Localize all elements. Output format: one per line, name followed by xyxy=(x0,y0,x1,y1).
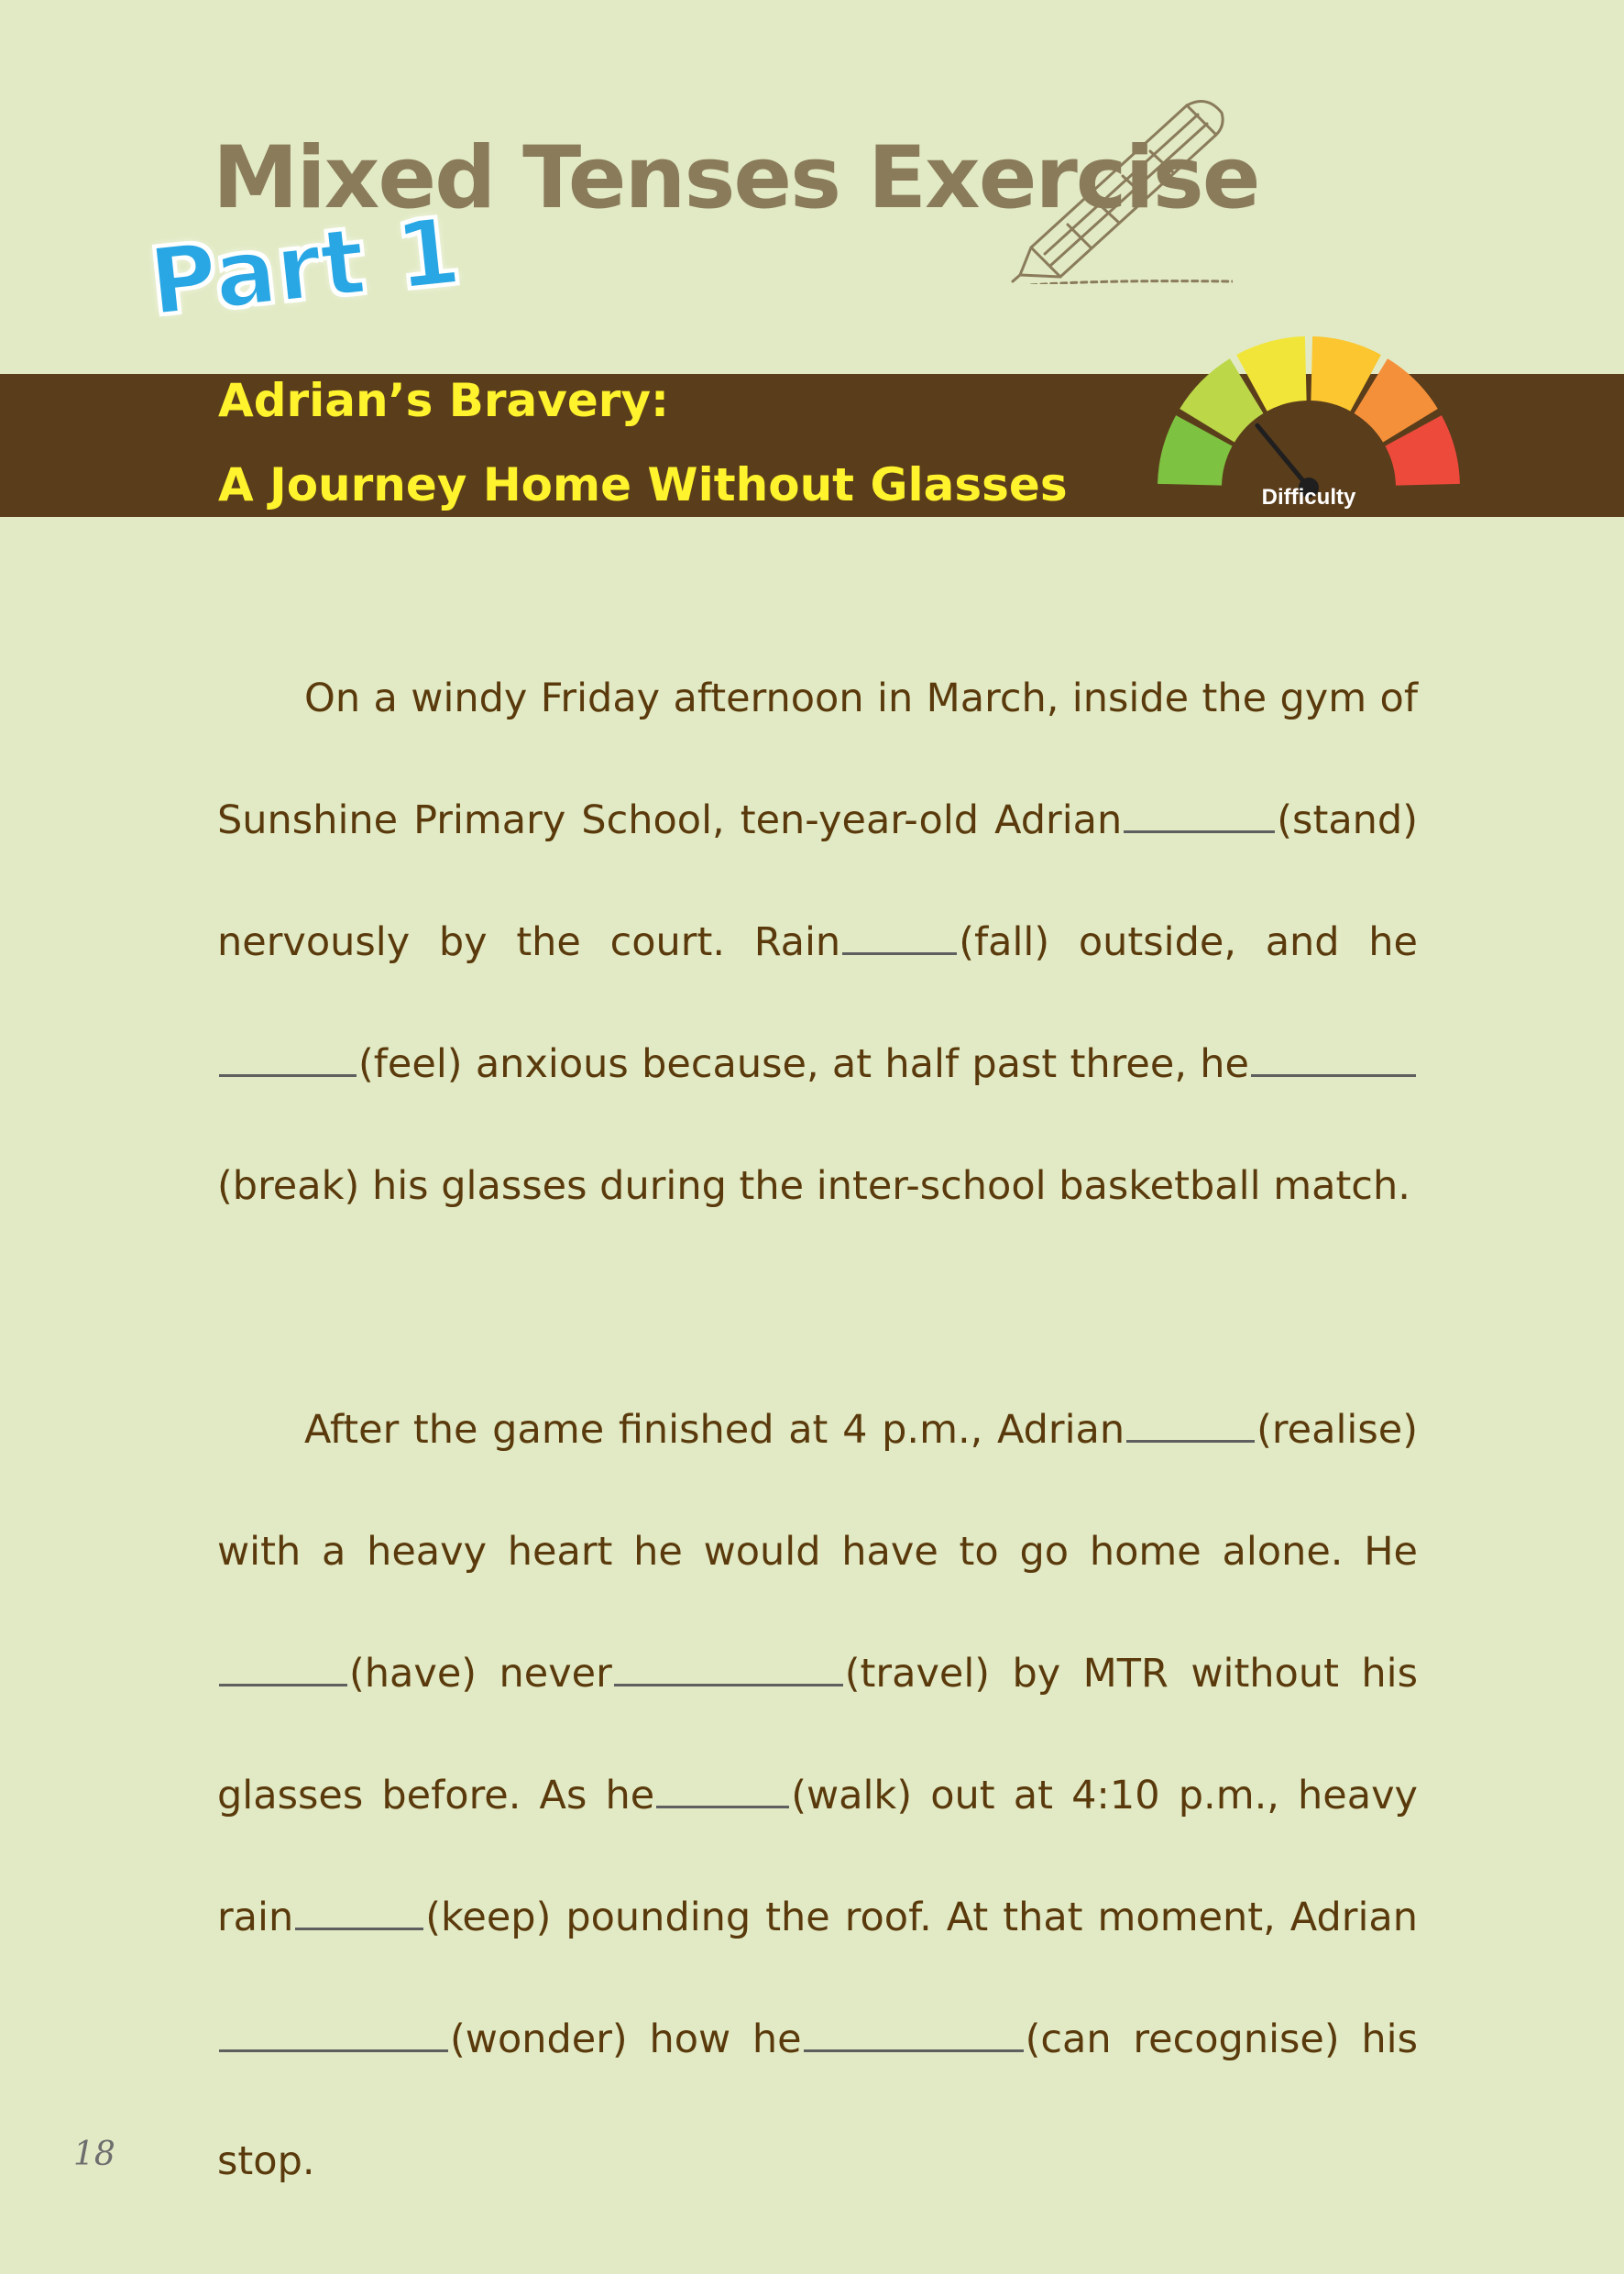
blank-keep[interactable] xyxy=(295,1891,423,1930)
blank-walk[interactable] xyxy=(656,1769,789,1808)
paragraph-1 xyxy=(217,638,1418,1247)
paragraph-2-text-3: (have) never xyxy=(349,1651,612,1697)
story-title-line1: Adrian’s Bravery: xyxy=(218,374,670,427)
paragraph-1-text-3: (fall) outside, and he xyxy=(959,919,1419,965)
blank-break[interactable] xyxy=(1251,1038,1416,1077)
part-label: Part 1 xyxy=(144,197,466,336)
difficulty-label: Difficulty xyxy=(1261,485,1356,510)
difficulty-gauge-icon xyxy=(1153,332,1465,515)
blank-travel[interactable] xyxy=(614,1647,843,1686)
paragraph-2-text-7: (wonder) how he xyxy=(450,2016,802,2062)
blank-fall[interactable] xyxy=(842,916,957,955)
paragraph-2-text-5: (walk) out at 4:10 p.m., heavy rain xyxy=(217,1773,1419,1940)
blank-have[interactable] xyxy=(219,1647,347,1686)
paragraph-1-text-1: On a windy Friday afternoon in March, inside the gym of Sunshine Primary School, ten-year-old Adrian xyxy=(217,676,1418,843)
paragraph-1-text-2: (stand) nervously by the court. Rain xyxy=(217,797,1418,965)
paragraph-2-text-6: (keep) pounding the roof. At that moment, Adrian xyxy=(425,1895,1418,1940)
blank-realise[interactable] xyxy=(1126,1403,1255,1443)
paragraph-2-text-2: (realise) with a heavy heart he would have to go home alone. He xyxy=(217,1407,1418,1575)
paragraph-1-text-4: (feel) anxious because, at half past three, he xyxy=(358,1041,1249,1087)
page-number: 18 xyxy=(73,2136,115,2173)
paragraph-2-text-1: After the game finished at 4 p.m., Adrian xyxy=(304,1407,1125,1453)
story-title-line2: A Journey Home Without Glasses xyxy=(218,458,1068,511)
blank-wonder[interactable] xyxy=(219,2013,448,2052)
blank-can-recognise[interactable] xyxy=(804,2013,1024,2052)
blank-stand[interactable] xyxy=(1124,794,1275,833)
blank-feel[interactable] xyxy=(219,1038,357,1077)
exercise-title: Mixed Tenses Exercise xyxy=(213,128,1259,228)
pencil-icon xyxy=(1004,87,1233,284)
paragraph-2 xyxy=(217,1369,1418,2223)
paragraph-2-text-8: (can recognise) his stop. xyxy=(217,2016,1418,2184)
paragraph-1-text-5: (break) his glasses during the inter-school basketball match. xyxy=(217,1163,1410,1209)
paragraph-2-text-4: (travel) by MTR without his glasses before. As he xyxy=(217,1651,1419,1818)
